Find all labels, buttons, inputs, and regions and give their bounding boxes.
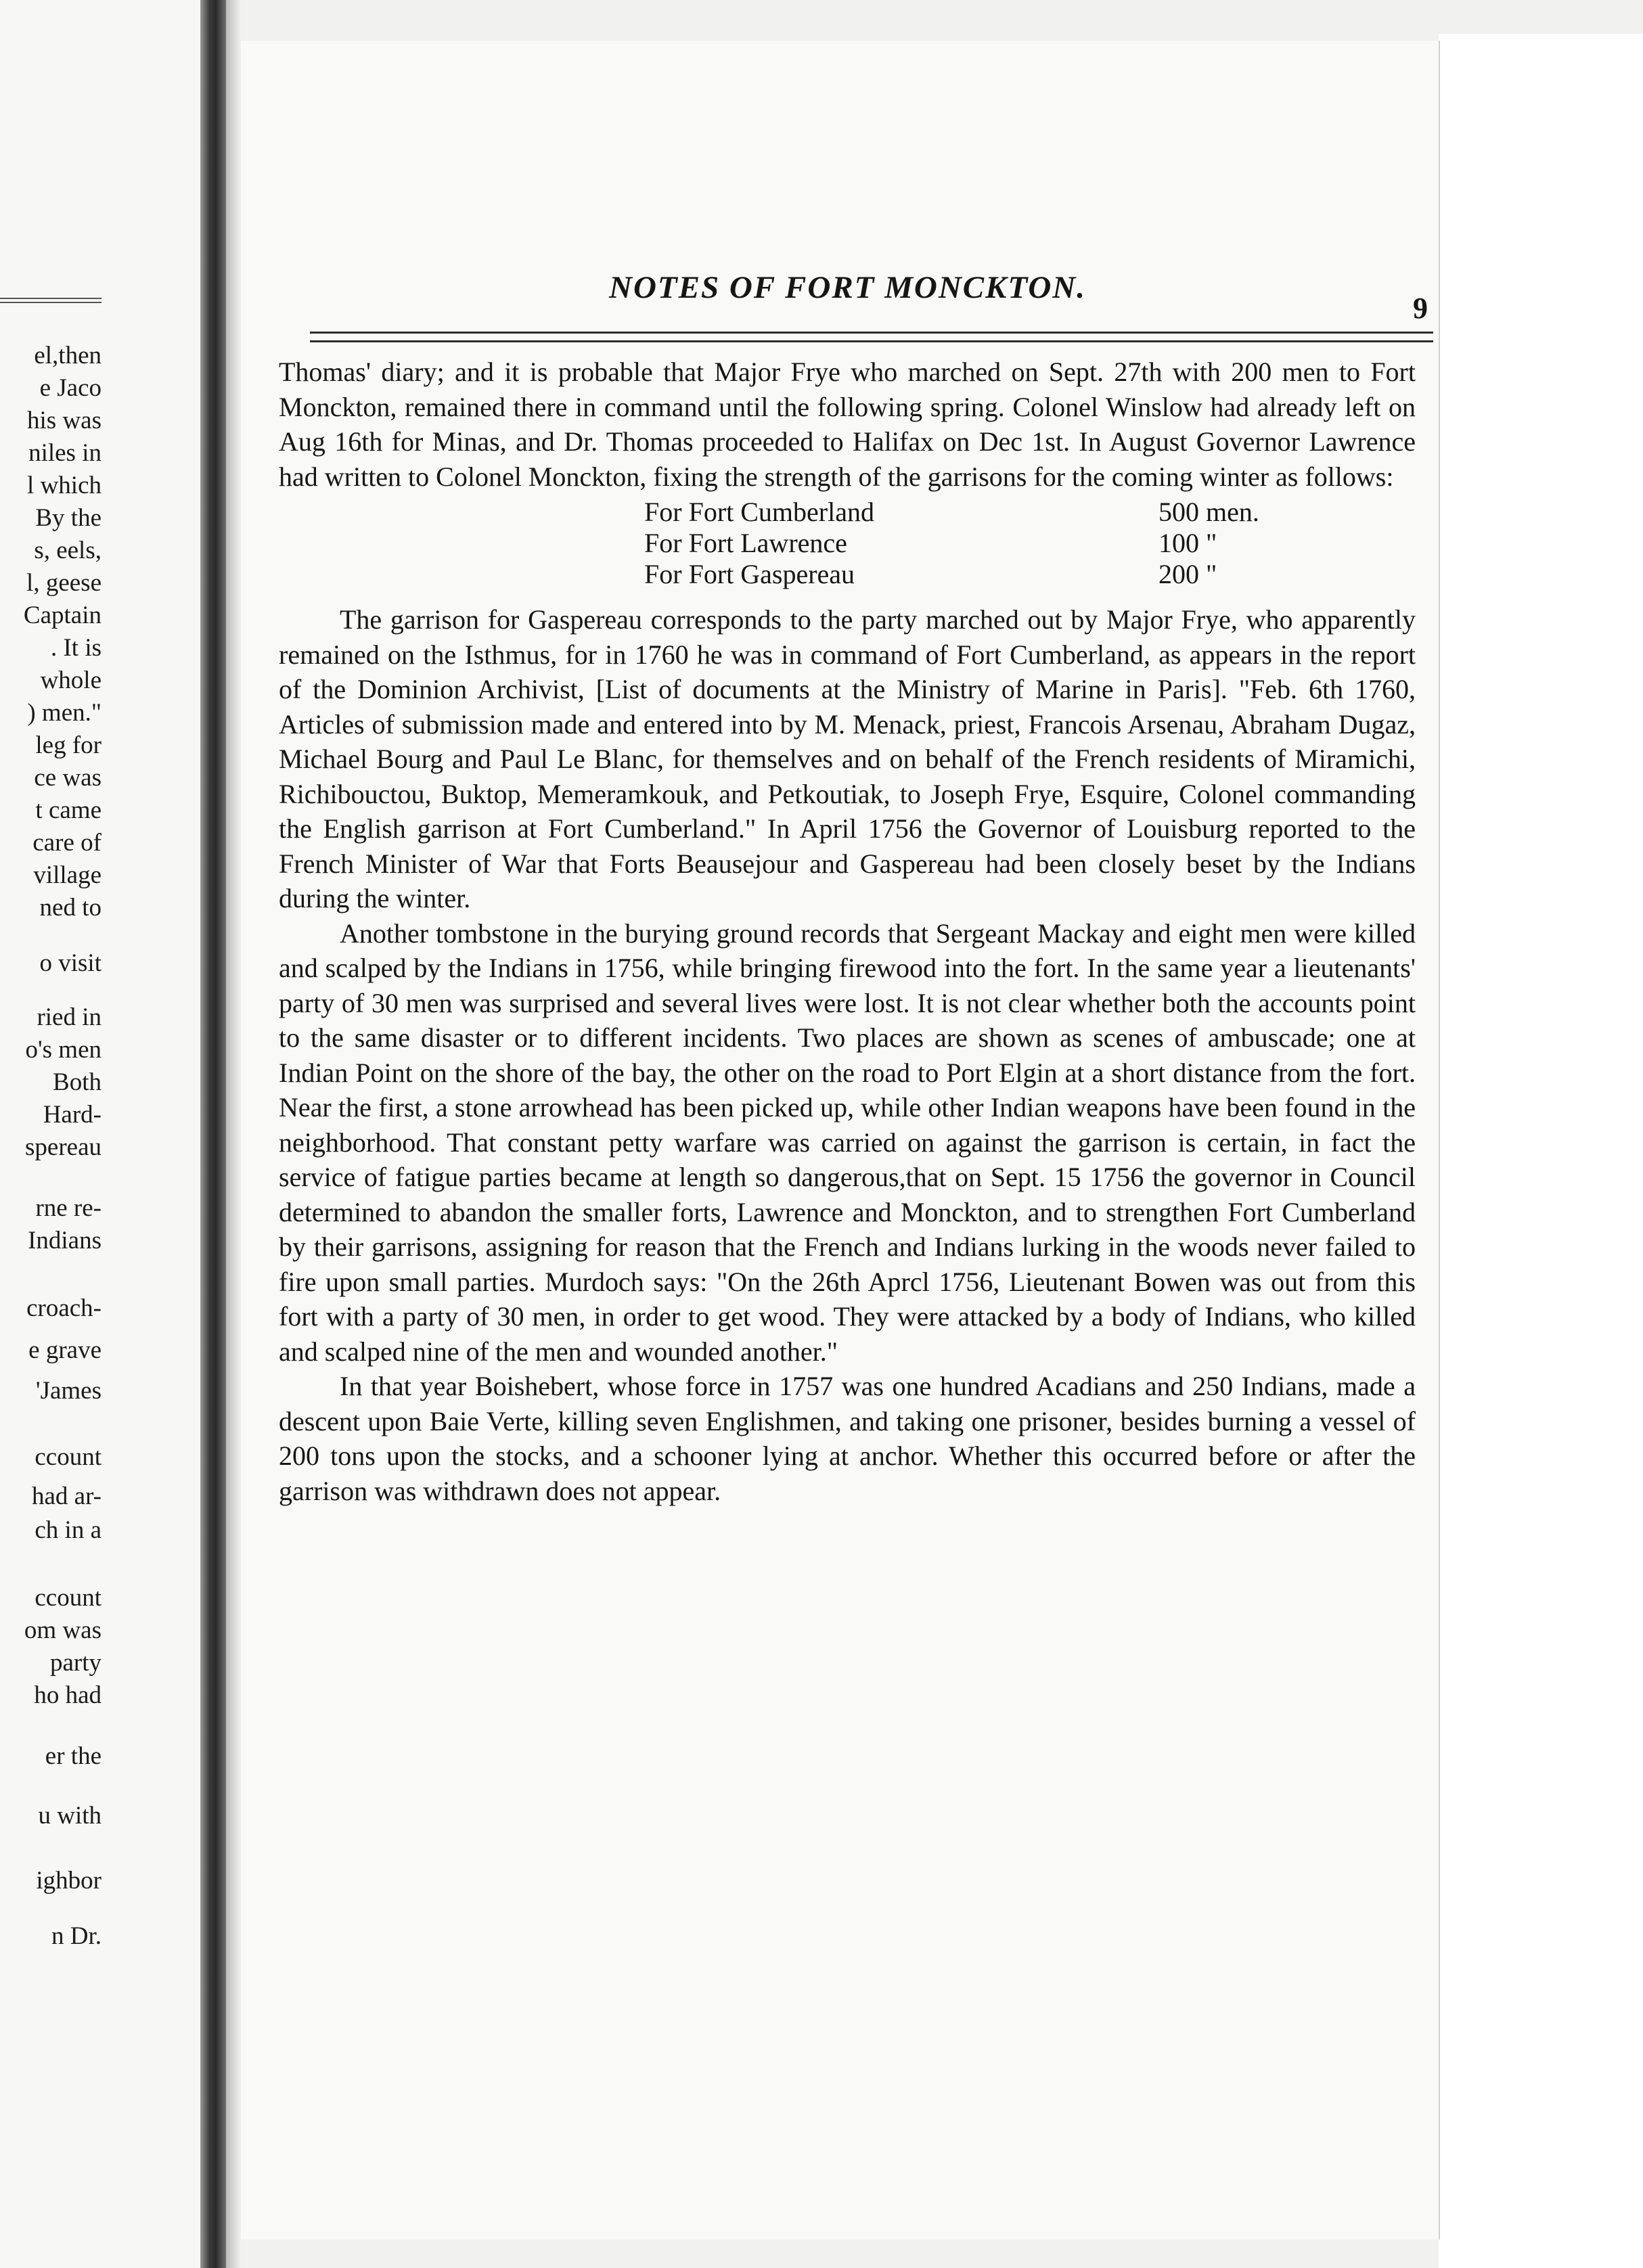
book-gutter bbox=[200, 0, 226, 2268]
garrison-row bbox=[644, 497, 1307, 528]
facing-page-fragment: ned to bbox=[39, 894, 102, 922]
facing-page-fragment: 'James bbox=[35, 1377, 102, 1405]
facing-page-fragment: t came bbox=[35, 796, 102, 824]
facing-page-fragment: o visit bbox=[39, 949, 102, 977]
garrison-row bbox=[644, 559, 1307, 590]
gutter-shadow bbox=[226, 0, 241, 2268]
facing-page-fragment: o's men bbox=[25, 1036, 102, 1064]
paragraph: In that year Boishebert, whose force in 1757 was one hundred Acadians and 250 Indians, made a descent upon Baie Verte, killing seven Englishmen, and taking one prisoner, besides burning a vessel of 200 tons upon the stocks, and a schooner lying at anchor. Whether this occurred before or after the garrison was withdrawn does not appear. bbox=[279, 1371, 1416, 1506]
paragraph: Another tombstone in the burying ground records that Sergeant Mackay and eight men were killed and scalped by the Indians in 1756, while bringing firewood into the fort. In the same year a lieutenants' party of 30 men was surprised and several lives were lost. It is not clear whether both the accounts point to the same disaster or to different incidents. Two places are shown as scenes of ambuscade; one at Indian Point on the shore of the bay, the other on the road to Port Elgin at a short distance from the fort. Near the first, a stone arrowhead has been picked up, while other Indian weapons have been found in the neighborhood. That constant petty warfare was carried on against the garrison is certain, in fact the service of fatigue parties became at length so dangerous,that on Sept. 15 1756 the governor in Council determined to abandon the smaller forts, Lawrence and Monckton, and to strengthen Fort Cumberland by their garrisons, assigning for reason that the French and Indians lurking in the woods never failed to fire upon small parties. Murdoch says: "On the 26th Aprcl 1756, Lieutenant Bowen was out from this fort with a party of 30 men, in order to get wood. They were attacked by a body of Indians, who killed and scalped nine of the men and wounded another." bbox=[279, 917, 1416, 1367]
facing-page-fragment: leg for bbox=[35, 731, 102, 759]
body-text bbox=[279, 355, 1416, 1508]
facing-page-fragment: care of bbox=[32, 829, 102, 857]
facing-page-fragment: l which bbox=[27, 472, 102, 499]
facing-page-fragment: u with bbox=[38, 1802, 102, 1830]
facing-page-fragment: l, geese bbox=[26, 569, 102, 597]
facing-page-fragment: village bbox=[33, 861, 102, 889]
scan-margin bbox=[1439, 34, 1643, 2268]
garrison-men: 200 " bbox=[1158, 559, 1217, 589]
facing-page-fragment: whole bbox=[40, 666, 102, 694]
facing-page-fragment: n Dr. bbox=[51, 1922, 102, 1950]
facing-page-fragment: e grave bbox=[28, 1336, 102, 1364]
facing-page-fragment: ho had bbox=[34, 1681, 102, 1709]
facing-page-fragment: niles in bbox=[28, 439, 102, 467]
facing-page-fragment: his was bbox=[27, 407, 102, 434]
facing-page-fragment: ) men." bbox=[27, 699, 102, 727]
garrison-row bbox=[644, 528, 1307, 559]
facing-page-fragment: Captain bbox=[23, 602, 102, 629]
garrison-men: 500 men. bbox=[1158, 497, 1259, 527]
garrison-men: 100 " bbox=[1158, 528, 1217, 558]
facing-page-fragment: . It is bbox=[50, 634, 102, 662]
facing-page-fragment: Both bbox=[53, 1068, 102, 1096]
page-number: 9 bbox=[1413, 292, 1428, 325]
facing-page-fragment: e Jaco bbox=[39, 374, 102, 402]
facing-page-fragment: er the bbox=[45, 1742, 102, 1770]
running-title: NOTES OF FORT MONCKTON. bbox=[609, 270, 1086, 305]
facing-page-fragment: el,then bbox=[34, 342, 102, 369]
garrison-strength-table bbox=[644, 497, 1307, 590]
facing-page-edge bbox=[0, 0, 203, 2268]
garrison-fort: For Fort Gaspereau bbox=[644, 559, 855, 589]
header-double-rule bbox=[310, 332, 1433, 342]
facing-page-fragment: had ar- bbox=[32, 1482, 102, 1510]
facing-page-fragment: ch in a bbox=[35, 1516, 102, 1544]
facing-page-fragment: om was bbox=[24, 1616, 102, 1644]
facing-page-fragment: croach- bbox=[26, 1294, 102, 1322]
paragraph-continuation: Thomas' diary; and it is probable that Major Frye who marched on Sept. 27th with 200 men to Fort Monckton, remained there in command until the following spring. Colonel Winslow had already left on Aug 16th for Minas, and Dr. Thomas proceeded to Halifax on Dec 1st. In August Governor Lawrence had written to Colonel Monckton, fixing the strength of the garrisons for the coming winter as follows: bbox=[279, 357, 1416, 492]
facing-page-fragment: ccount bbox=[35, 1584, 102, 1612]
facing-page-fragment: By the bbox=[35, 504, 102, 532]
facing-page-fragment: ighbor bbox=[36, 1867, 102, 1895]
facing-page-fragment: rne re- bbox=[35, 1194, 102, 1222]
facing-page-fragment: party bbox=[49, 1649, 102, 1677]
facing-page-fragment: spereau bbox=[25, 1133, 102, 1161]
facing-page-fragment: s, eels, bbox=[34, 537, 102, 564]
facing-page-fragment: ried in bbox=[37, 1003, 102, 1031]
garrison-fort: For Fort Cumberland bbox=[644, 497, 874, 527]
paragraph: The garrison for Gaspereau corresponds to the party marched out by Major Frye, who apparently remained on the Isthmus, for in 1760 he was in command of Fort Cumberland, as appears in the report of the Dominion Archivist, [List of documents at the Ministry of Marine in Paris]. "Feb. 6th 1760, Articles of submission made and entered into by M. Menack, priest, Francois Arsenau, Abraham Dugaz, Michael Bourg and Paul Le Blanc, for themselves and on behalf of the French residents of Miramichi, Richibouctou, Buktop, Memeramkouk, and Petkoutiak, to Joseph Frye, Esquire, Colonel commanding the English garrison at Fort Cumberland." In April 1756 the Governor of Louisburg reported to the French Minister of War that Forts Beausejour and Gaspereau had been closely beset by the Indians during the winter. bbox=[279, 604, 1416, 913]
facing-page-fragment: ce was bbox=[34, 764, 102, 792]
facing-page-rule bbox=[0, 298, 102, 303]
facing-page-fragment: Hard- bbox=[43, 1101, 102, 1129]
facing-page-fragment: ccount bbox=[35, 1443, 102, 1471]
garrison-fort: For Fort Lawrence bbox=[644, 528, 847, 558]
facing-page-fragment: Indians bbox=[28, 1227, 102, 1254]
